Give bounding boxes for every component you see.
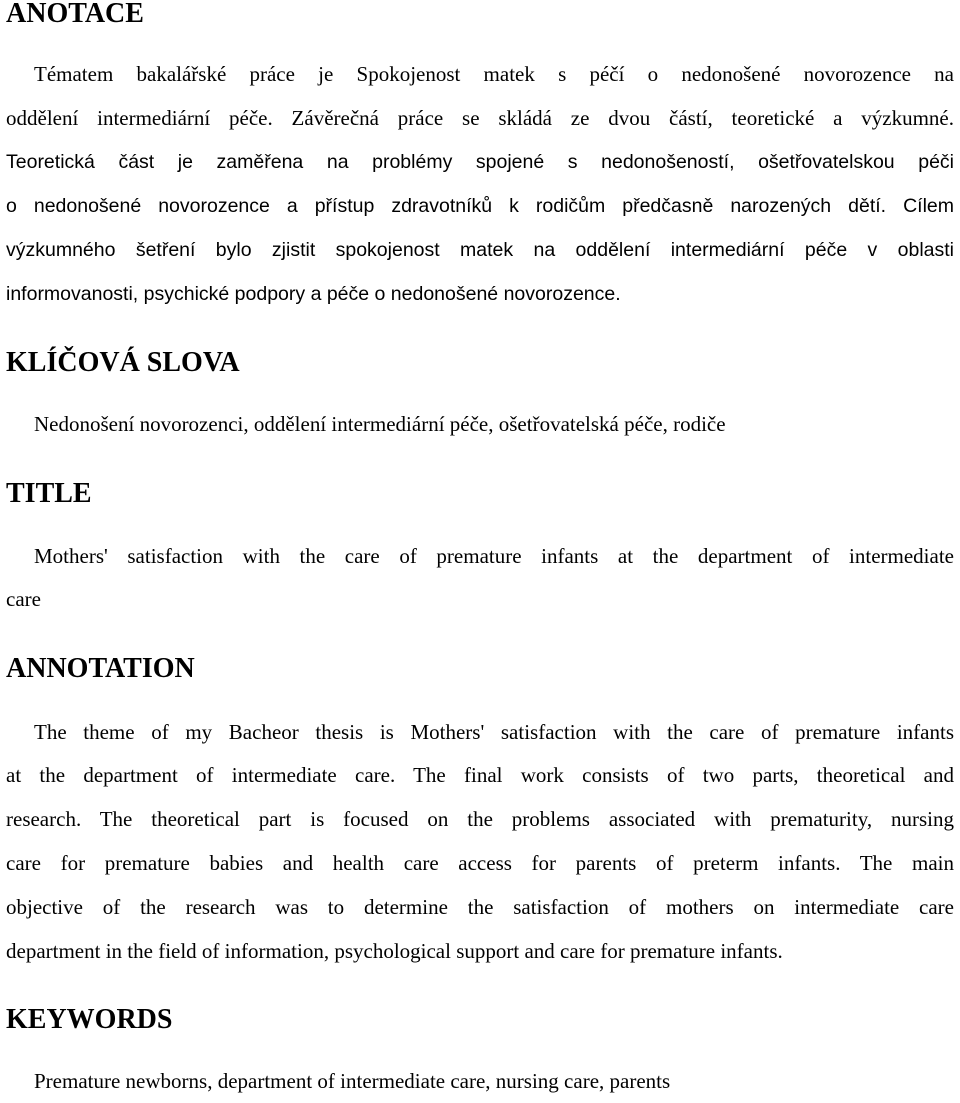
annotation-line-5: objective of the research was to determine the satisfaction of mothers on intermediate care xyxy=(6,895,954,919)
annotation-line-2: at the department of intermediate care. The final work consists of two parts, theoretical and xyxy=(6,763,954,787)
annotation-line-3: research. The theoretical part is focused on the problems associated with prematurity, nursing xyxy=(6,807,954,831)
annotation-line-4: care for premature babies and health care access for parents of preterm infants. The main xyxy=(6,851,954,875)
anotace-line-1: Tématem bakalářské práce je Spokojenost matek s péčí o nedonošené novorozence na xyxy=(34,62,954,86)
klicova-slova-text: Nedonošení novorozenci, oddělení intermediární péče, ošetřovatelská péče, rodiče xyxy=(34,412,726,436)
anotace-heading: ANOTACE xyxy=(6,0,144,29)
title-heading: TITLE xyxy=(6,478,92,509)
anotace-line-6: informovanosti, psychické podpory a péče o nedonošené novorozence. xyxy=(6,283,621,305)
anotace-line-2: oddělení intermediární péče. Závěrečná práce se skládá ze dvou částí, teoretické a výzkumné. xyxy=(6,106,954,130)
klicova-slova-heading: KLÍČOVÁ SLOVA xyxy=(6,347,240,378)
annotation-line-6: department in the field of information, psychological support and care for premature infants. xyxy=(6,939,783,963)
annotation-line-1: The theme of my Bacheor thesis is Mothers' satisfaction with the care of premature infants xyxy=(34,720,954,744)
anotace-line-4: o nedonošené novorozence a přístup zdravotníků k rodičům předčasně narozených dětí. Cílem xyxy=(6,195,954,217)
keywords-heading: KEYWORDS xyxy=(6,1004,173,1035)
keywords-text: Premature newborns, department of intermediate care, nursing care, parents xyxy=(34,1069,671,1093)
title-line-1: Mothers' satisfaction with the care of premature infants at the department of intermediate xyxy=(34,544,954,568)
anotace-line-3: Teoretická část je zaměřena na problémy spojené s nedonošeností, ošetřovatelskou péči xyxy=(6,151,954,173)
title-line-2: care xyxy=(6,587,41,611)
annotation-heading: ANNOTATION xyxy=(6,653,195,684)
anotace-line-5: výzkumného šetření bylo zjistit spokojenost matek na oddělení intermediární péče v oblasti xyxy=(6,239,954,261)
